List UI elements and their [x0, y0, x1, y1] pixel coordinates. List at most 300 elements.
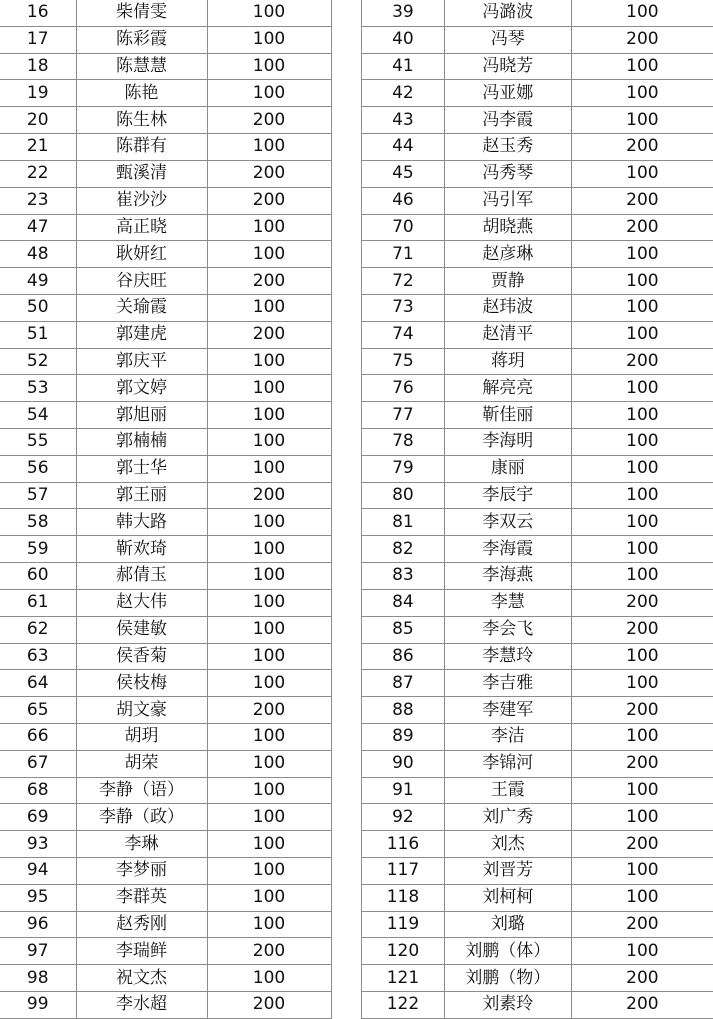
- name-cell: 冯引军: [444, 187, 571, 214]
- name-cell: 解亮亮: [444, 375, 571, 402]
- amount-cell: 200: [571, 697, 713, 724]
- amount-cell: 100: [207, 777, 331, 804]
- table-row: [362, 616, 713, 643]
- table-row: [362, 670, 713, 697]
- name-cell: 李琳: [76, 831, 207, 858]
- name-cell: 李辰宇: [444, 482, 571, 509]
- row-number-cell: 90: [362, 750, 445, 777]
- name-cell: 李海明: [444, 429, 571, 456]
- table-row: [0, 321, 331, 348]
- row-number-cell: 82: [362, 536, 445, 563]
- table-row: [0, 536, 331, 563]
- table-row: [0, 831, 331, 858]
- row-number-cell: 94: [0, 858, 76, 885]
- row-number-cell: 81: [362, 509, 445, 536]
- name-cell: 陈群有: [76, 134, 207, 161]
- amount-cell: 100: [571, 858, 713, 885]
- table-row: [362, 107, 713, 134]
- name-cell: 贾静: [444, 268, 571, 295]
- row-number-cell: 89: [362, 723, 445, 750]
- table-row: [0, 911, 331, 938]
- amount-cell: 200: [207, 992, 331, 1019]
- row-number-cell: 117: [362, 858, 445, 885]
- row-number-cell: 19: [0, 80, 76, 107]
- table-row: [362, 509, 713, 536]
- row-number-cell: 58: [0, 509, 76, 536]
- amount-cell: 100: [571, 723, 713, 750]
- amount-cell: 100: [207, 294, 331, 321]
- name-cell: 赵彦琳: [444, 241, 571, 268]
- table-row: [362, 911, 713, 938]
- name-cell: 李海霞: [444, 536, 571, 563]
- row-number-cell: 43: [362, 107, 445, 134]
- row-number-cell: 91: [362, 777, 445, 804]
- name-cell: 冯潞波: [444, 0, 571, 26]
- amount-cell: 100: [207, 26, 331, 53]
- amount-cell: 200: [207, 187, 331, 214]
- row-number-cell: 16: [0, 0, 76, 26]
- row-number-cell: 49: [0, 268, 76, 295]
- table-row: [0, 294, 331, 321]
- amount-cell: 100: [571, 777, 713, 804]
- amount-cell: 100: [571, 375, 713, 402]
- amount-cell: 100: [571, 509, 713, 536]
- amount-cell: 100: [207, 965, 331, 992]
- row-number-cell: 87: [362, 670, 445, 697]
- name-cell: 郭楠楠: [76, 429, 207, 456]
- name-cell: 高正晓: [76, 214, 207, 241]
- row-number-cell: 54: [0, 402, 76, 429]
- table-row: [0, 670, 331, 697]
- amount-cell: 100: [207, 804, 331, 831]
- amount-cell: 200: [571, 26, 713, 53]
- table-row: [362, 455, 713, 482]
- table-row: [0, 858, 331, 885]
- row-number-cell: 122: [362, 992, 445, 1019]
- table-row: [362, 80, 713, 107]
- amount-cell: 200: [571, 187, 713, 214]
- row-number-cell: 73: [362, 294, 445, 321]
- row-number-cell: 44: [362, 134, 445, 161]
- amount-cell: 100: [571, 804, 713, 831]
- name-cell: 李洁: [444, 723, 571, 750]
- name-cell: 柴倩雯: [76, 0, 207, 26]
- table-row: [0, 187, 331, 214]
- table-row: [0, 268, 331, 295]
- table-row: [0, 134, 331, 161]
- table-row: [362, 884, 713, 911]
- table-row: [362, 26, 713, 53]
- amount-cell: 100: [207, 589, 331, 616]
- name-cell: 李梦丽: [76, 858, 207, 885]
- table-row: [0, 589, 331, 616]
- name-cell: 李吉雅: [444, 670, 571, 697]
- row-number-cell: 61: [0, 589, 76, 616]
- amount-cell: 100: [571, 455, 713, 482]
- amount-cell: 100: [207, 750, 331, 777]
- amount-cell: 200: [571, 589, 713, 616]
- table-row: [362, 482, 713, 509]
- row-number-cell: 65: [0, 697, 76, 724]
- table-row: [362, 992, 713, 1019]
- amount-cell: 100: [207, 911, 331, 938]
- table-row: [362, 723, 713, 750]
- amount-cell: 100: [207, 670, 331, 697]
- table-row: [362, 804, 713, 831]
- name-cell: 关瑜霞: [76, 294, 207, 321]
- amount-cell: 100: [571, 53, 713, 80]
- name-cell: 蒋玥: [444, 348, 571, 375]
- right-table-body: [362, 0, 713, 1018]
- table-row: [0, 723, 331, 750]
- table-row: [0, 750, 331, 777]
- amount-cell: 100: [207, 375, 331, 402]
- row-number-cell: 83: [362, 563, 445, 590]
- name-cell: 刘鹏（体）: [444, 938, 571, 965]
- row-number-cell: 120: [362, 938, 445, 965]
- table-row: [0, 348, 331, 375]
- amount-cell: 100: [207, 80, 331, 107]
- name-cell: 韩大路: [76, 509, 207, 536]
- amount-cell: 200: [571, 134, 713, 161]
- amount-cell: 200: [207, 697, 331, 724]
- amount-cell: 100: [207, 563, 331, 590]
- row-number-cell: 84: [362, 589, 445, 616]
- name-cell: 刘广秀: [444, 804, 571, 831]
- table-row: [0, 80, 331, 107]
- row-number-cell: 68: [0, 777, 76, 804]
- name-cell: 李会飞: [444, 616, 571, 643]
- table-row: [0, 777, 331, 804]
- table-row: [0, 402, 331, 429]
- row-number-cell: 75: [362, 348, 445, 375]
- right-table: [361, 0, 713, 1019]
- table-row: [362, 268, 713, 295]
- amount-cell: 100: [207, 509, 331, 536]
- row-number-cell: 116: [362, 831, 445, 858]
- name-cell: 胡荣: [76, 750, 207, 777]
- amount-cell: 100: [207, 214, 331, 241]
- name-cell: 刘柯柯: [444, 884, 571, 911]
- left-table-body: [0, 0, 331, 1018]
- name-cell: 冯秀琴: [444, 160, 571, 187]
- amount-cell: 100: [571, 429, 713, 456]
- row-number-cell: 50: [0, 294, 76, 321]
- table-row: [362, 965, 713, 992]
- amount-cell: 100: [207, 643, 331, 670]
- table-row: [0, 429, 331, 456]
- amount-cell: 200: [207, 107, 331, 134]
- row-number-cell: 96: [0, 911, 76, 938]
- row-number-cell: 53: [0, 375, 76, 402]
- table-row: [362, 697, 713, 724]
- row-number-cell: 46: [362, 187, 445, 214]
- amount-cell: 200: [207, 268, 331, 295]
- table-row: [0, 992, 331, 1019]
- name-cell: 胡晓燕: [444, 214, 571, 241]
- row-number-cell: 40: [362, 26, 445, 53]
- amount-cell: 200: [571, 616, 713, 643]
- name-cell: 冯亚娜: [444, 80, 571, 107]
- name-cell: 李瑞鲜: [76, 938, 207, 965]
- row-number-cell: 92: [362, 804, 445, 831]
- amount-cell: 100: [207, 402, 331, 429]
- row-number-cell: 98: [0, 965, 76, 992]
- amount-cell: 100: [571, 938, 713, 965]
- table-row: [362, 134, 713, 161]
- table-row: [362, 858, 713, 885]
- amount-cell: 100: [207, 536, 331, 563]
- table-row: [0, 884, 331, 911]
- table-row: [0, 26, 331, 53]
- name-cell: 郭旭丽: [76, 402, 207, 429]
- amount-cell: 100: [207, 429, 331, 456]
- name-cell: 陈艳: [76, 80, 207, 107]
- amount-cell: 100: [207, 831, 331, 858]
- row-number-cell: 88: [362, 697, 445, 724]
- row-number-cell: 64: [0, 670, 76, 697]
- name-cell: 郭王丽: [76, 482, 207, 509]
- table-row: [362, 777, 713, 804]
- row-number-cell: 85: [362, 616, 445, 643]
- row-number-cell: 59: [0, 536, 76, 563]
- amount-cell: 100: [571, 643, 713, 670]
- table-row: [362, 53, 713, 80]
- amount-cell: 200: [571, 348, 713, 375]
- table-row: [0, 160, 331, 187]
- name-cell: 甄溪清: [76, 160, 207, 187]
- row-number-cell: 62: [0, 616, 76, 643]
- amount-cell: 100: [571, 563, 713, 590]
- table-row: [0, 241, 331, 268]
- amount-cell: 100: [571, 268, 713, 295]
- table-row: [0, 375, 331, 402]
- row-number-cell: 55: [0, 429, 76, 456]
- row-number-cell: 18: [0, 53, 76, 80]
- table-row: [0, 53, 331, 80]
- table-row: [362, 0, 713, 26]
- name-cell: 刘素玲: [444, 992, 571, 1019]
- table-row: [0, 563, 331, 590]
- row-number-cell: 118: [362, 884, 445, 911]
- name-cell: 陈生林: [76, 107, 207, 134]
- name-cell: 刘鹏（物）: [444, 965, 571, 992]
- amount-cell: 100: [207, 348, 331, 375]
- row-number-cell: 76: [362, 375, 445, 402]
- name-cell: 冯晓芳: [444, 53, 571, 80]
- row-number-cell: 51: [0, 321, 76, 348]
- amount-cell: 200: [207, 160, 331, 187]
- row-number-cell: 20: [0, 107, 76, 134]
- name-cell: 康丽: [444, 455, 571, 482]
- row-number-cell: 52: [0, 348, 76, 375]
- amount-cell: 100: [207, 134, 331, 161]
- name-cell: 侯枝梅: [76, 670, 207, 697]
- table-row: [362, 214, 713, 241]
- amount-cell: 100: [207, 53, 331, 80]
- name-cell: 李静（语）: [76, 777, 207, 804]
- name-cell: 赵大伟: [76, 589, 207, 616]
- name-cell: 赵清平: [444, 321, 571, 348]
- name-cell: 胡文豪: [76, 697, 207, 724]
- name-cell: 祝文杰: [76, 965, 207, 992]
- name-cell: 刘杰: [444, 831, 571, 858]
- amount-cell: 100: [571, 884, 713, 911]
- table-row: [362, 402, 713, 429]
- amount-cell: 200: [571, 911, 713, 938]
- amount-cell: 100: [207, 0, 331, 26]
- name-cell: 郭庆平: [76, 348, 207, 375]
- table-row: [362, 429, 713, 456]
- amount-cell: 200: [207, 938, 331, 965]
- table-row: [0, 643, 331, 670]
- row-number-cell: 67: [0, 750, 76, 777]
- amount-cell: 100: [207, 455, 331, 482]
- name-cell: 赵玉秀: [444, 134, 571, 161]
- name-cell: 郭士华: [76, 455, 207, 482]
- name-cell: 侯香菊: [76, 643, 207, 670]
- row-number-cell: 99: [0, 992, 76, 1019]
- table-row: [362, 348, 713, 375]
- table-row: [0, 214, 331, 241]
- table-row: [362, 750, 713, 777]
- name-cell: 谷庆旺: [76, 268, 207, 295]
- row-number-cell: 80: [362, 482, 445, 509]
- amount-cell: 100: [571, 80, 713, 107]
- table-row: [0, 455, 331, 482]
- name-cell: 靳佳丽: [444, 402, 571, 429]
- row-number-cell: 56: [0, 455, 76, 482]
- table-row: [0, 965, 331, 992]
- name-cell: 李海燕: [444, 563, 571, 590]
- row-number-cell: 45: [362, 160, 445, 187]
- row-number-cell: 77: [362, 402, 445, 429]
- amount-cell: 100: [571, 536, 713, 563]
- table-row: [0, 107, 331, 134]
- row-number-cell: 23: [0, 187, 76, 214]
- row-number-cell: 78: [362, 429, 445, 456]
- amount-cell: 200: [571, 965, 713, 992]
- amount-cell: 200: [571, 831, 713, 858]
- row-number-cell: 57: [0, 482, 76, 509]
- name-cell: 胡玥: [76, 723, 207, 750]
- row-number-cell: 21: [0, 134, 76, 161]
- table-row: [362, 563, 713, 590]
- name-cell: 赵秀刚: [76, 911, 207, 938]
- name-cell: 刘晋芳: [444, 858, 571, 885]
- row-number-cell: 93: [0, 831, 76, 858]
- amount-cell: 200: [571, 992, 713, 1019]
- name-cell: 李静（政）: [76, 804, 207, 831]
- name-cell: 李建军: [444, 697, 571, 724]
- table-row: [362, 536, 713, 563]
- table-row: [362, 294, 713, 321]
- row-number-cell: 66: [0, 723, 76, 750]
- amount-cell: 200: [207, 321, 331, 348]
- row-number-cell: 17: [0, 26, 76, 53]
- name-cell: 郭文婷: [76, 375, 207, 402]
- amount-cell: 200: [571, 214, 713, 241]
- amount-cell: 100: [571, 321, 713, 348]
- amount-cell: 100: [571, 107, 713, 134]
- name-cell: 王霞: [444, 777, 571, 804]
- table-row: [0, 509, 331, 536]
- table-row: [362, 187, 713, 214]
- row-number-cell: 72: [362, 268, 445, 295]
- name-cell: 李群英: [76, 884, 207, 911]
- name-cell: 陈慧慧: [76, 53, 207, 80]
- row-number-cell: 119: [362, 911, 445, 938]
- name-cell: 李锦河: [444, 750, 571, 777]
- amount-cell: 100: [571, 160, 713, 187]
- name-cell: 李水超: [76, 992, 207, 1019]
- table-row: [362, 241, 713, 268]
- name-cell: 靳欢琦: [76, 536, 207, 563]
- name-cell: 李慧玲: [444, 643, 571, 670]
- amount-cell: 100: [571, 241, 713, 268]
- table-row: [362, 321, 713, 348]
- row-number-cell: 22: [0, 160, 76, 187]
- name-cell: 崔沙沙: [76, 187, 207, 214]
- amount-cell: 200: [207, 482, 331, 509]
- row-number-cell: 74: [362, 321, 445, 348]
- table-row: [362, 375, 713, 402]
- name-cell: 刘璐: [444, 911, 571, 938]
- name-cell: 耿妍红: [76, 241, 207, 268]
- row-number-cell: 71: [362, 241, 445, 268]
- table-row: [0, 804, 331, 831]
- amount-cell: 100: [571, 670, 713, 697]
- amount-cell: 100: [571, 402, 713, 429]
- row-number-cell: 47: [0, 214, 76, 241]
- amount-cell: 200: [571, 750, 713, 777]
- row-number-cell: 121: [362, 965, 445, 992]
- row-number-cell: 42: [362, 80, 445, 107]
- amount-cell: 100: [207, 858, 331, 885]
- row-number-cell: 63: [0, 643, 76, 670]
- amount-cell: 100: [207, 723, 331, 750]
- name-cell: 赵玮波: [444, 294, 571, 321]
- name-cell: 冯琴: [444, 26, 571, 53]
- row-number-cell: 48: [0, 241, 76, 268]
- table-row: [362, 938, 713, 965]
- row-number-cell: 60: [0, 563, 76, 590]
- table-row: [0, 938, 331, 965]
- left-table: [0, 0, 332, 1019]
- amount-cell: 100: [207, 884, 331, 911]
- row-number-cell: 70: [362, 214, 445, 241]
- table-row: [362, 160, 713, 187]
- name-cell: 冯李霞: [444, 107, 571, 134]
- table-row: [362, 643, 713, 670]
- amount-cell: 100: [571, 294, 713, 321]
- row-number-cell: 86: [362, 643, 445, 670]
- row-number-cell: 39: [362, 0, 445, 26]
- name-cell: 侯建敏: [76, 616, 207, 643]
- amount-cell: 100: [571, 0, 713, 26]
- row-number-cell: 79: [362, 455, 445, 482]
- name-cell: 李双云: [444, 509, 571, 536]
- table-row: [0, 0, 331, 26]
- table-row: [0, 482, 331, 509]
- table-row: [0, 616, 331, 643]
- row-number-cell: 69: [0, 804, 76, 831]
- table-row: [0, 697, 331, 724]
- table-row: [362, 831, 713, 858]
- name-cell: 郭建虎: [76, 321, 207, 348]
- table-row: [362, 589, 713, 616]
- row-number-cell: 41: [362, 53, 445, 80]
